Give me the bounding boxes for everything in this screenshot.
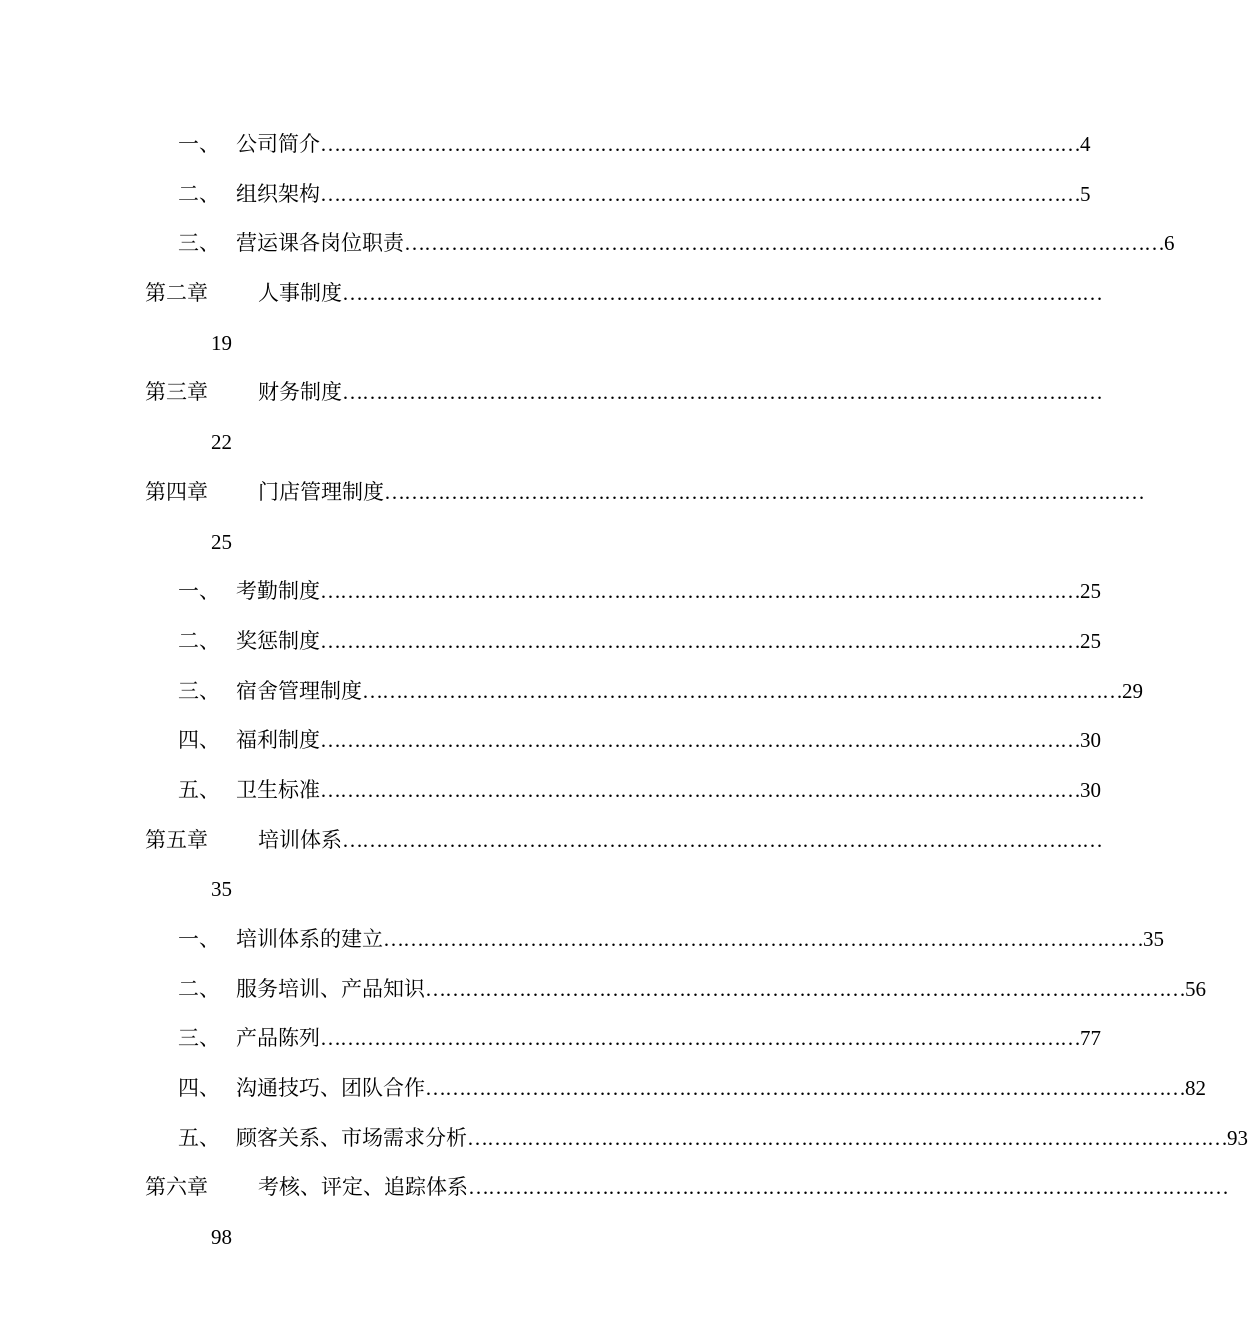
- dot-leader: ……………………………………………………………………………………………………: [320, 132, 1080, 156]
- toc-entry-number: 一、: [178, 927, 220, 951]
- toc-entry-number: 五、: [178, 777, 220, 802]
- toc-entry-number: 五、: [178, 1125, 220, 1150]
- table-of-contents: [0, 120, 1248, 1263]
- dot-leader: ……………………………………………………………………………………………………: [383, 927, 1143, 951]
- toc-entry-title: 福利制度: [236, 728, 320, 753]
- toc-chapter-entry[interactable]: [0, 269, 1102, 319]
- toc-entry-page: 56: [1185, 976, 1206, 1001]
- toc-entry[interactable]: [0, 1114, 1248, 1164]
- toc-chapter-title: 考核、评定、追踪体系: [258, 1175, 468, 1200]
- toc-entry-page: 35: [1143, 927, 1164, 951]
- toc-entry-title: 宿舍管理制度: [236, 678, 362, 703]
- toc-entry[interactable]: [0, 170, 1091, 220]
- dot-leader: ……………………………………………………………………………………………………: [362, 678, 1122, 703]
- toc-entry[interactable]: [0, 716, 1101, 766]
- toc-chapter-entry[interactable]: [0, 816, 1102, 866]
- toc-chapter-page: 25: [211, 529, 232, 554]
- toc-entry-number: 二、: [178, 628, 220, 653]
- toc-entry-number: 四、: [178, 728, 220, 753]
- toc-entry-page: 82: [1185, 1076, 1206, 1101]
- dot-leader: ……………………………………………………………………………………………………: [320, 777, 1080, 802]
- toc-chapter-title: 财务制度: [258, 380, 342, 405]
- toc-chapter-page-line: [0, 865, 950, 915]
- toc-entry[interactable]: [0, 1064, 1206, 1114]
- dot-leader: ……………………………………………………………………………………………………: [320, 628, 1080, 653]
- toc-entry-number: 一、: [178, 579, 220, 604]
- toc-entry-title: 组织架构: [236, 181, 320, 206]
- toc-chapter-entry[interactable]: [0, 468, 1144, 518]
- dot-leader: ……………………………………………………………………………………………………: [320, 728, 1080, 753]
- toc-chapter-number: 第三章: [145, 380, 208, 405]
- toc-entry[interactable]: [0, 219, 1175, 269]
- toc-entry-number: 二、: [178, 976, 220, 1001]
- toc-entry-number: 四、: [178, 1076, 220, 1101]
- toc-chapter-page-line: [0, 518, 950, 568]
- toc-entry[interactable]: [0, 965, 1206, 1015]
- dot-leader: ……………………………………………………………………………………………………: [425, 976, 1185, 1001]
- toc-entry-number: 三、: [178, 231, 220, 256]
- dot-leader: ……………………………………………………………………………………………………: [467, 1125, 1227, 1150]
- toc-entry-page: 77: [1080, 1026, 1101, 1051]
- toc-chapter-entry[interactable]: [0, 1163, 1228, 1213]
- toc-entry-title: 顾客关系、市场需求分析: [236, 1125, 467, 1150]
- toc-chapter-title: 人事制度: [258, 281, 342, 306]
- dot-leader: ……………………………………………………………………………………………………: [320, 1026, 1080, 1051]
- toc-entry[interactable]: [0, 1014, 1101, 1064]
- toc-entry[interactable]: [0, 915, 1164, 965]
- toc-entry-page: 93: [1227, 1125, 1248, 1150]
- toc-entry-page: 29: [1122, 678, 1143, 703]
- toc-chapter-page: 98: [211, 1225, 232, 1250]
- toc-entry-page: 30: [1080, 728, 1101, 753]
- toc-entry-title: 沟通技巧、团队合作: [236, 1076, 425, 1101]
- toc-entry-number: 三、: [178, 678, 220, 703]
- toc-entry-title: 卫生标准: [236, 777, 320, 802]
- toc-entry-title: 服务培训、产品知识: [236, 976, 425, 1001]
- toc-entry-title: 考勤制度: [236, 579, 320, 604]
- toc-entry-number: 一、: [178, 132, 220, 156]
- toc-entry-title: 营运课各岗位职责: [236, 231, 404, 256]
- toc-entry[interactable]: [0, 617, 1101, 667]
- toc-chapter-title: 门店管理制度: [258, 479, 384, 504]
- toc-entry-title: 公司简介: [236, 132, 320, 156]
- toc-chapter-page: 19: [211, 330, 232, 355]
- toc-chapter-number: 第五章: [145, 827, 208, 852]
- toc-chapter-page: 22: [211, 430, 232, 455]
- toc-entry-page: 6: [1164, 231, 1175, 256]
- dot-leader: ……………………………………………………………………………………………………: [404, 231, 1164, 256]
- dot-leader: ……………………………………………………………………………………………………: [342, 380, 1102, 405]
- toc-chapter-number: 第六章: [145, 1175, 208, 1200]
- dot-leader: ……………………………………………………………………………………………………: [320, 579, 1080, 604]
- toc-entry[interactable]: [0, 667, 1143, 717]
- toc-entry-page: 4: [1080, 132, 1091, 156]
- toc-entry-page: 25: [1080, 579, 1101, 604]
- dot-leader: ……………………………………………………………………………………………………: [468, 1175, 1228, 1200]
- toc-entry-page: 5: [1080, 181, 1091, 206]
- toc-entry-title: 奖惩制度: [236, 628, 320, 653]
- toc-chapter-number: 第四章: [145, 479, 208, 504]
- toc-chapter-entry[interactable]: [0, 368, 1102, 418]
- toc-chapter-number: 第二章: [145, 281, 208, 306]
- toc-entry-title: 培训体系的建立: [236, 927, 383, 951]
- toc-chapter-page-line: [0, 1213, 950, 1263]
- toc-entry-page: 30: [1080, 777, 1101, 802]
- toc-entry[interactable]: [0, 120, 1091, 170]
- dot-leader: ……………………………………………………………………………………………………: [320, 181, 1080, 206]
- toc-chapter-page-line: [0, 418, 950, 468]
- toc-chapter-page: 35: [211, 877, 232, 902]
- dot-leader: ……………………………………………………………………………………………………: [342, 827, 1102, 852]
- dot-leader: ……………………………………………………………………………………………………: [425, 1076, 1185, 1101]
- toc-entry-page: 25: [1080, 628, 1101, 653]
- toc-entry[interactable]: [0, 766, 1101, 816]
- toc-entry[interactable]: [0, 567, 1101, 617]
- toc-entry-number: 三、: [178, 1026, 220, 1051]
- toc-entry-title: 产品陈列: [236, 1026, 320, 1051]
- toc-entry-number: 二、: [178, 181, 220, 206]
- dot-leader: ……………………………………………………………………………………………………: [384, 479, 1144, 504]
- toc-chapter-page-line: [0, 319, 950, 369]
- toc-chapter-title: 培训体系: [258, 827, 342, 852]
- dot-leader: ……………………………………………………………………………………………………: [342, 281, 1102, 306]
